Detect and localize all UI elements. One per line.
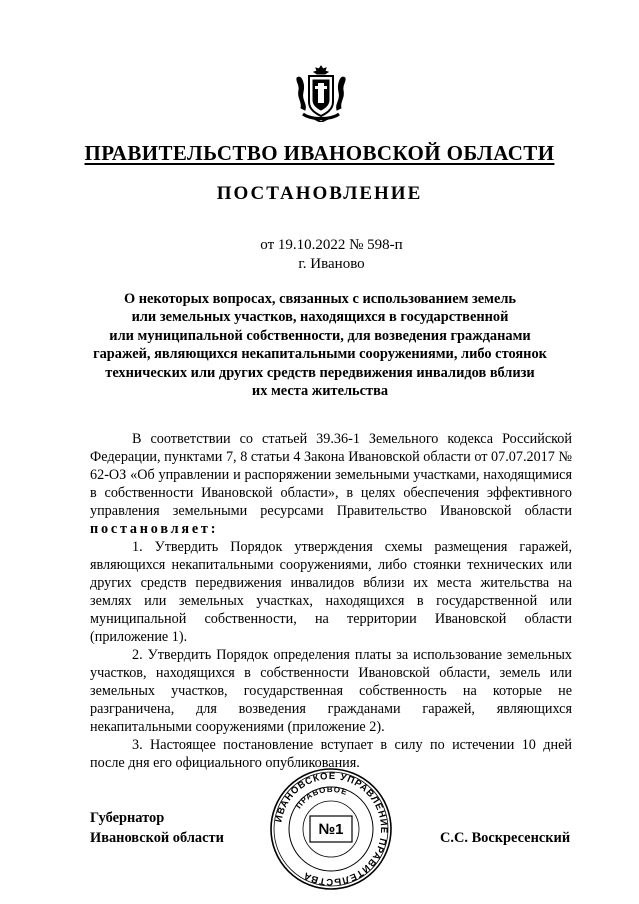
- subject-line: гаражей, являющихся некапитальными сооружениями, либо стоянок: [93, 346, 547, 363]
- item-2: 2. Утвердить Порядок определения платы за использование земельных участков, находящихся в собственности Ивановской области, земель или земельных участков, государственная собственность на которые не разграничена, для возведения гражданами гаражей, являющихся некапитальными сооружениями (приложение 2).: [90, 647, 572, 735]
- document-meta: [0, 236, 639, 274]
- stamp-inner-text: ПРАВОВОЕ: [294, 784, 349, 811]
- document-subject: [70, 290, 570, 400]
- official-stamp: [268, 766, 394, 892]
- item-1: 1. Утвердить Порядок утверждения схемы размещения гаражей, являющихся некапитальными сооружениями, либо стоянки технических или других средств передвижения инвалидов вблизи их места жительства на землях или земельных участках, находящихся в государственной или муниципальной собственности, на территории Ивановской области (приложение 1).: [90, 539, 572, 645]
- document-body: [90, 430, 572, 772]
- subject-line: или муниципальной собственности, для возведения гражданами: [109, 327, 531, 344]
- stamp-number: №1: [318, 821, 344, 838]
- coat-of-arms-icon: [295, 64, 347, 122]
- subject-line: О некоторых вопросах, связанных с использованием земель: [123, 291, 517, 307]
- item-3: 3. Настоящее постановление вступает в силу по истечении 10 дней после дня его официального опубликования.: [90, 737, 572, 771]
- date-number: от 19.10.2022 № 598-п: [260, 237, 403, 253]
- subject-line: технических или других средств передвижения инвалидов вблизи: [105, 364, 535, 381]
- stamp-outer-text: ИВАНОВСКОЕ УПРАВЛЕНИЕ ПРАВИТЕЛЬСТВА: [273, 770, 390, 888]
- government-title: ПРАВИТЕЛЬСТВО ИВАНОВСКОЙ ОБЛАСТИ: [84, 141, 555, 165]
- preamble-paragraph: В соответствии со статьей 39.36-1 Земельного кодекса Российской Федерации, пунктами 7, 8 статьи 4 Закона Ивановской области от 07.07.2017 № 62-ОЗ «Об управлении и распоряжении земельными участками, находящимися в собственности Ивановской области», в целях обеспечения эффективного управления земельными ресурсами Правительство Ивановской области постановляет:: [90, 431, 572, 537]
- city: г. Иваново: [298, 256, 365, 272]
- document-type: ПОСТАНОВЛЕНИЕ: [216, 183, 423, 204]
- position-line: Ивановской области: [90, 830, 224, 846]
- signatory-name: С.С. Воскресенский: [440, 830, 571, 846]
- position-line: Губернатор: [90, 810, 165, 826]
- decree-word: постановляет:: [90, 521, 219, 537]
- subject-line: или земельных участков, находящихся в государственной: [131, 309, 509, 326]
- subject-line: их места жительства: [251, 383, 389, 400]
- signature-position: [90, 808, 224, 848]
